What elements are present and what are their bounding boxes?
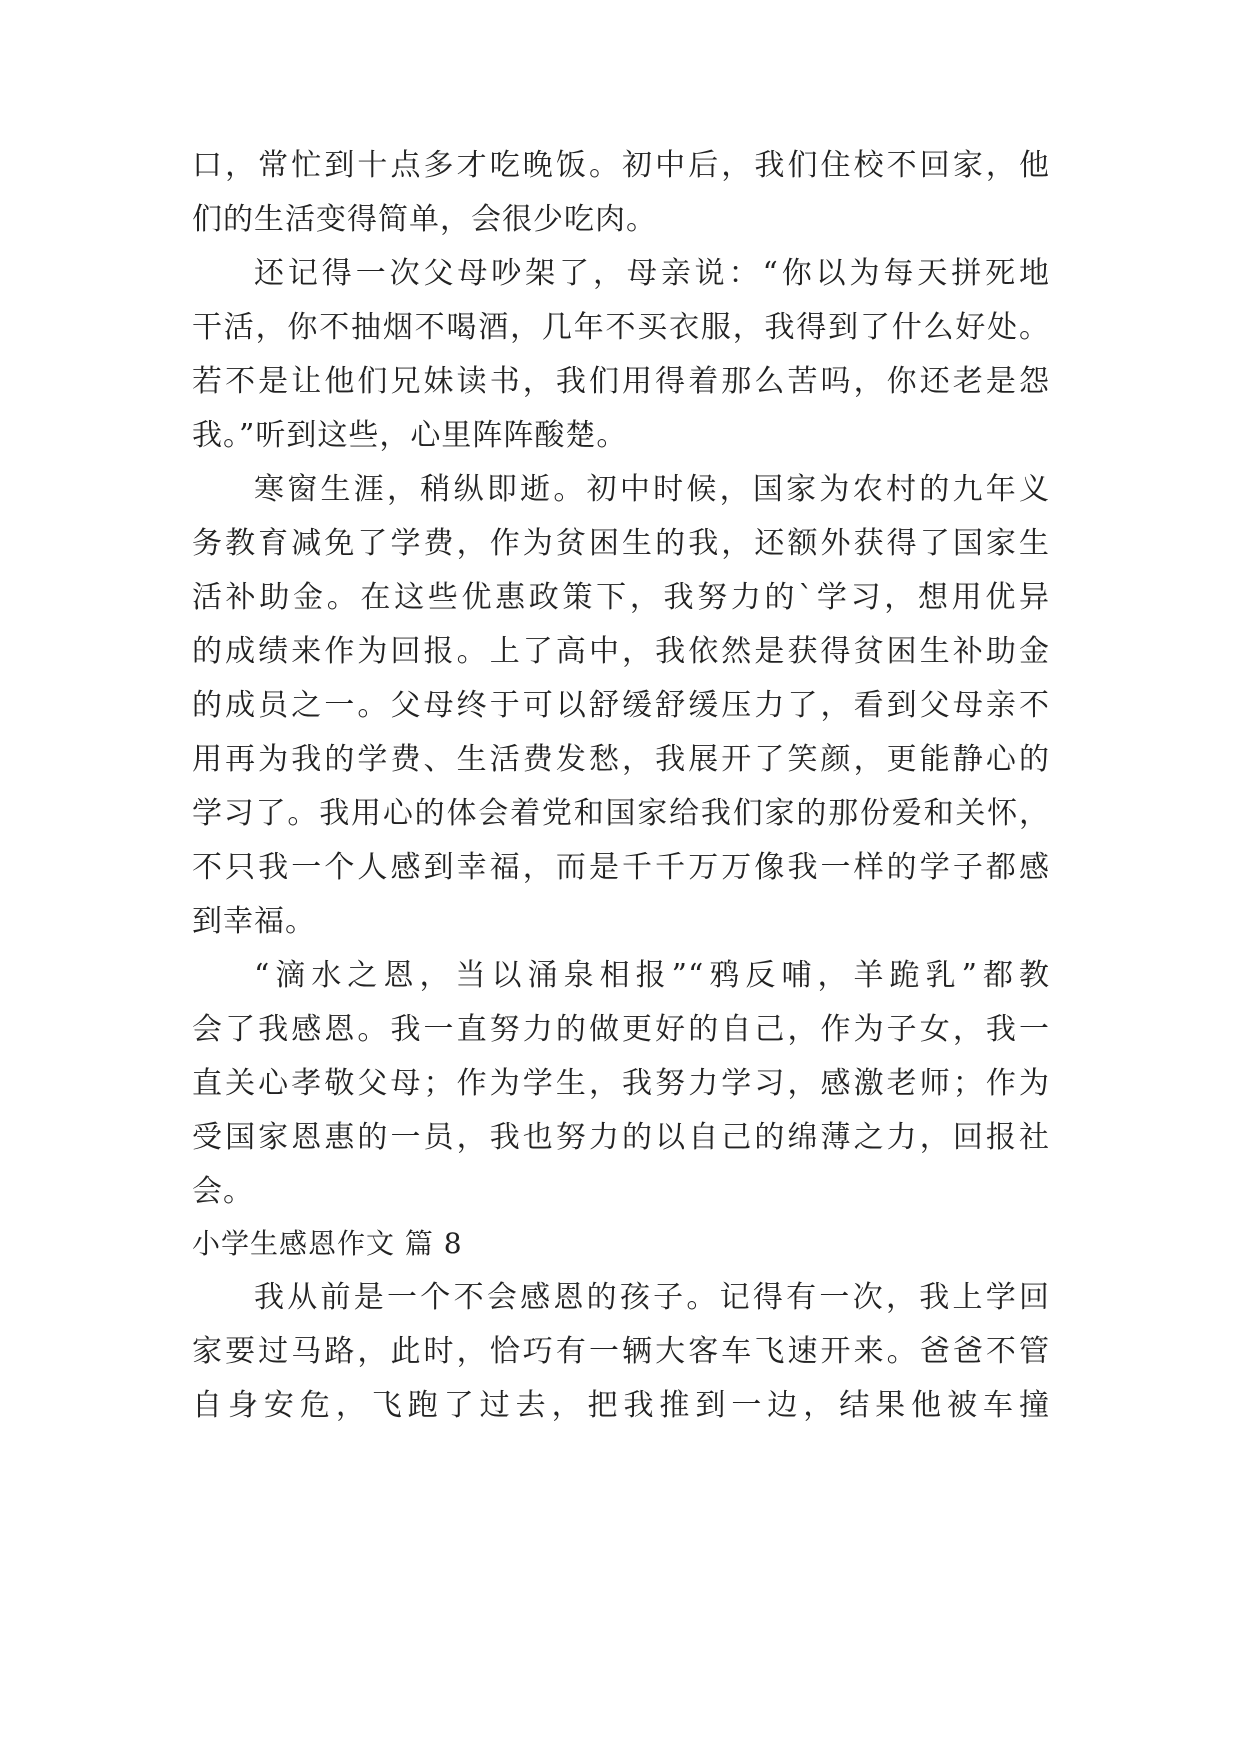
paragraph-start-line: 还记得一次父母吵架了，母亲说：“你以为每天拼死地: [254, 256, 1050, 291]
text-line: 若不是让他们兄妹读书，我们用得着那么苦吗，你还老是怨: [192, 364, 1050, 399]
text-line: 受国家恩惠的一员，我也努力的以自己的绵薄之力，回报社: [192, 1120, 1050, 1155]
text-line: 口，常忙到十点多才吃晚饭。初中后，我们住校不回家，他: [192, 148, 1050, 183]
text-line: 的成员之一。父母终于可以舒缓舒缓压力了，看到父母亲不: [192, 688, 1050, 723]
section-heading: 小学生感恩作文 篇 8: [192, 1227, 463, 1260]
text-line: 我。”听到这些，心里阵阵酸楚。: [192, 418, 628, 453]
text-line: 干活，你不抽烟不喝酒，几年不买衣服，我得到了什么好处。: [192, 310, 1050, 345]
paragraph-start-line: “滴水之恩，当以涌泉相报”“鸦反哺，羊跪乳”都教: [254, 958, 1050, 993]
text-line: 到幸福。: [192, 904, 316, 939]
text-line: 务教育减免了学费，作为贫困生的我，还额外获得了国家生: [192, 526, 1050, 561]
text-line: 活补助金。在这些优惠政策下，我努力的`学习，想用优异: [192, 580, 1050, 615]
paragraph-start-line: 我从前是一个不会感恩的孩子。记得有一次，我上学回: [254, 1280, 1050, 1315]
text-line: 会了我感恩。我一直努力的做更好的自己，作为子女，我一: [192, 1012, 1050, 1047]
text-line: 会。: [192, 1174, 254, 1209]
text-line: 不只我一个人感到幸福，而是千千万万像我一样的学子都感: [192, 850, 1050, 885]
text-line: 用再为我的学费、生活费发愁，我展开了笑颜，更能静心的: [192, 742, 1050, 777]
text-line: 直关心孝敬父母；作为学生，我努力学习，感激老师；作为: [192, 1066, 1050, 1101]
text-line: 学习了。我用心的体会着党和国家给我们家的那份爱和关怀，: [192, 796, 1050, 831]
text-line: 的成绩来作为回报。上了高中，我依然是获得贫困生补助金: [192, 634, 1050, 669]
text-line: 家要过马路，此时，恰巧有一辆大客车飞速开来。爸爸不管: [192, 1334, 1050, 1369]
paragraph-start-line: 寒窗生涯，稍纵即逝。初中时候，国家为农村的九年义: [254, 472, 1050, 507]
text-line: 们的生活变得简单，会很少吃肉。: [192, 202, 657, 237]
text-line: 自身安危，飞跑了过去，把我推到一边，结果他被车撞: [192, 1388, 1050, 1423]
